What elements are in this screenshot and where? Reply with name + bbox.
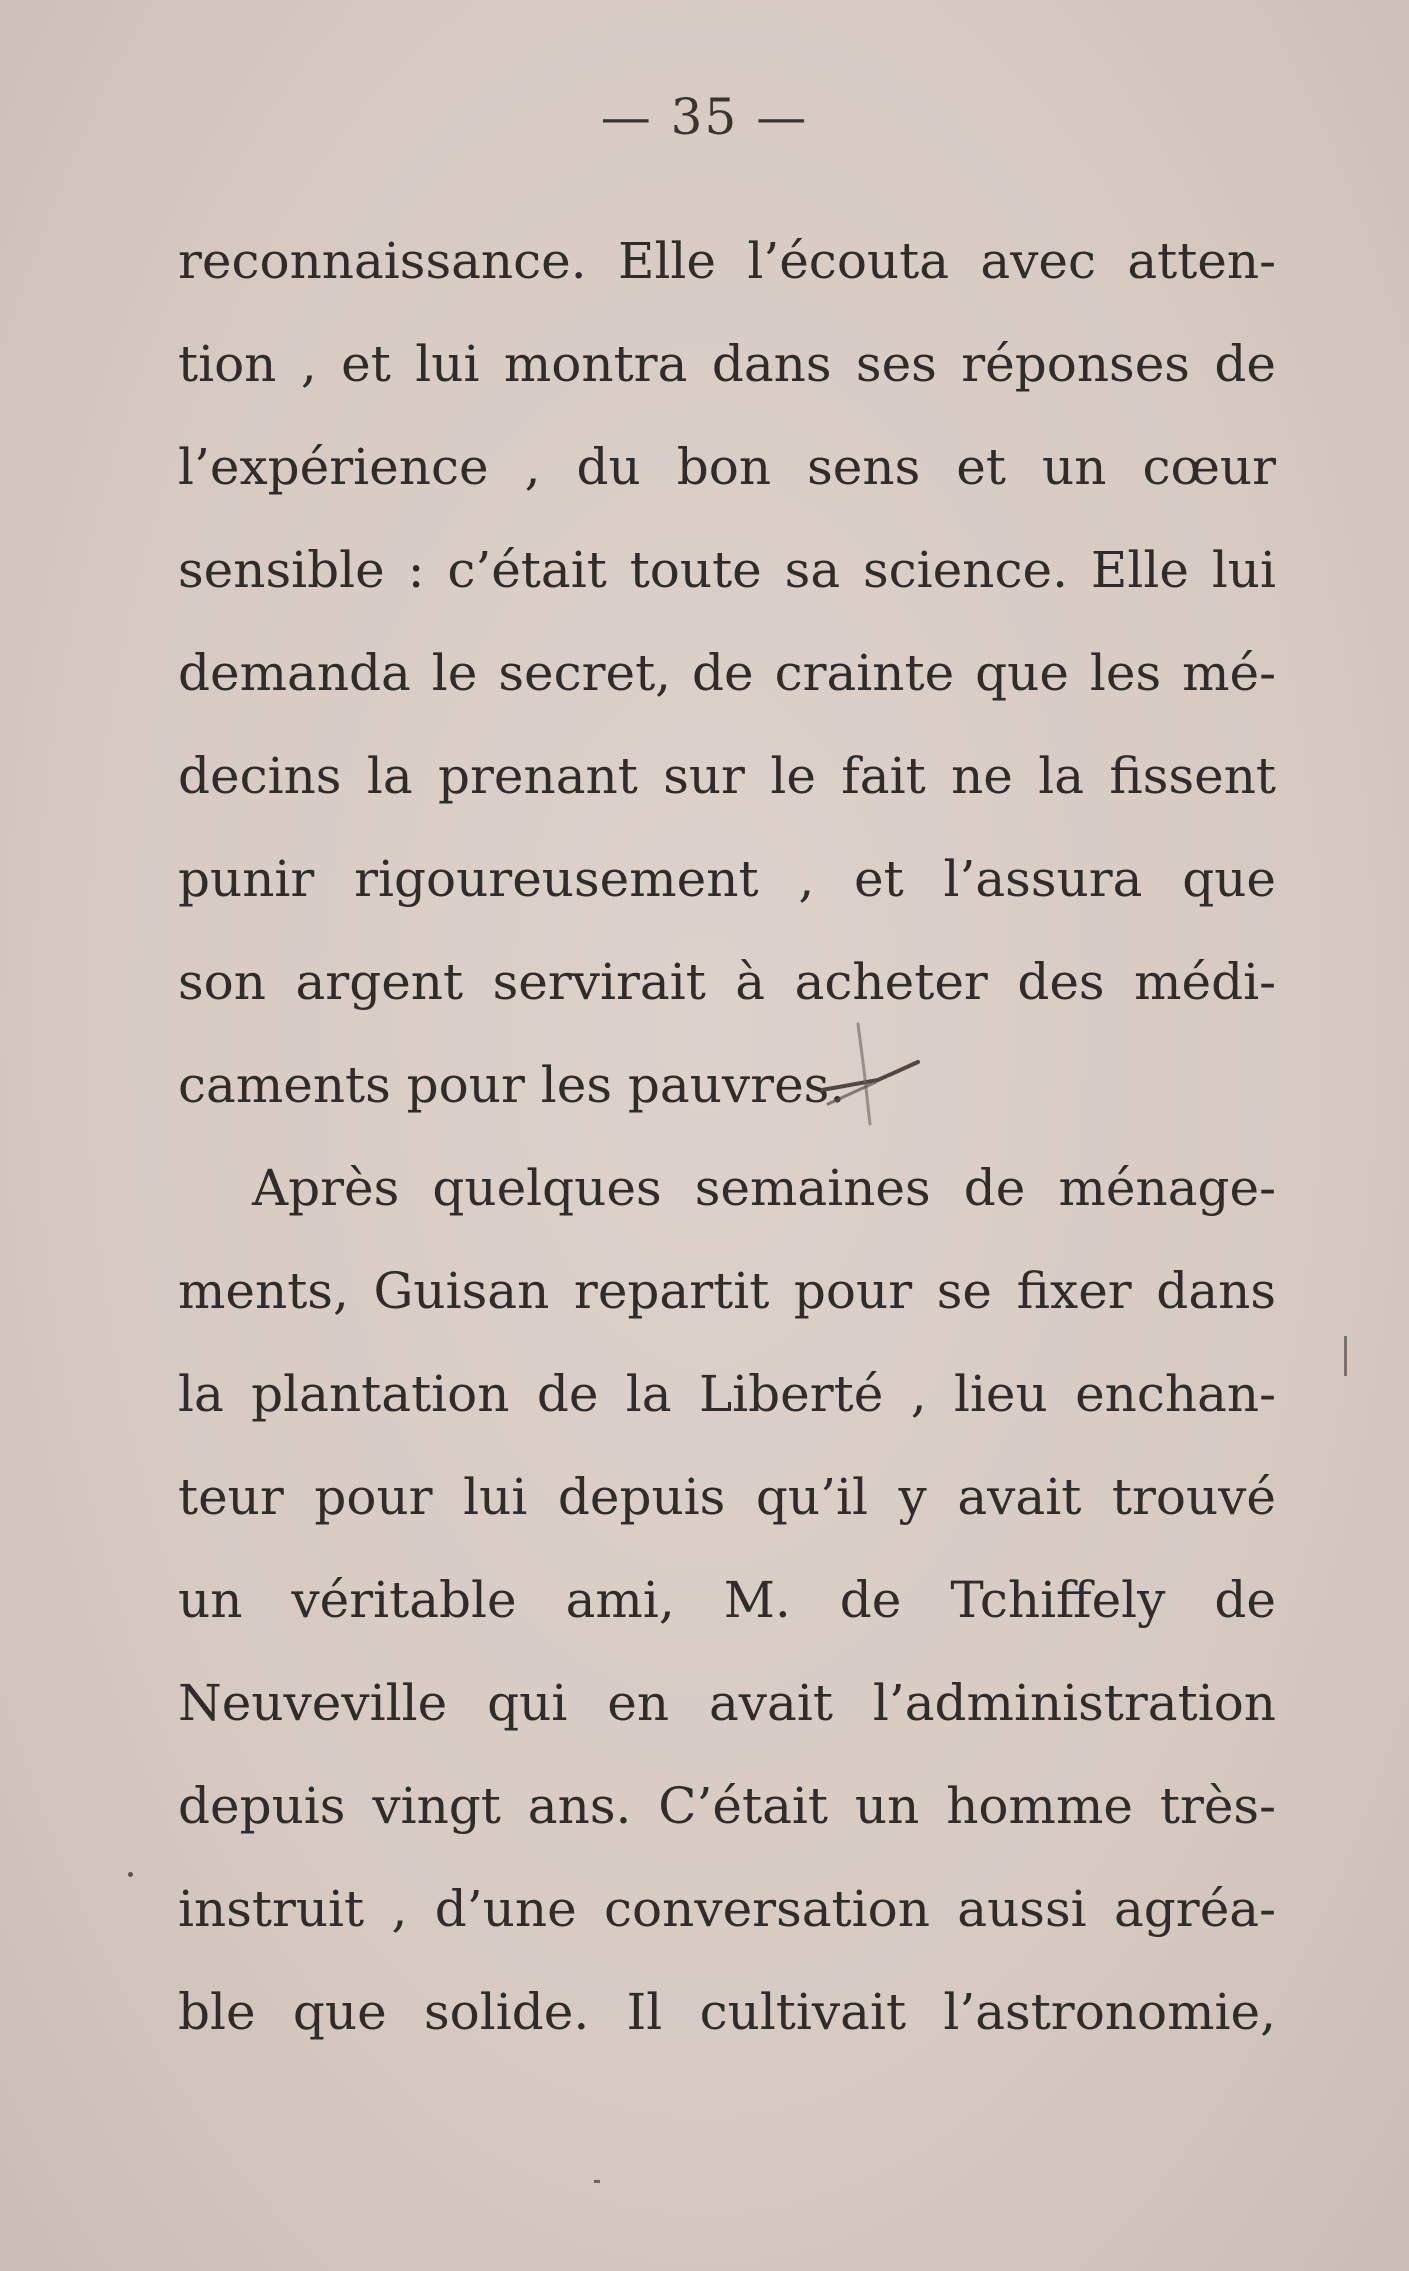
text-line: teur pour lui depuis qu’il y avait trouvé bbox=[178, 1468, 1276, 1526]
text-line: ble que solide. Il cultivait l’astronomie, bbox=[178, 1983, 1276, 2041]
paragraph-end-line: caments pour les pauvres. bbox=[178, 1056, 846, 1114]
text-line: l’expérience , du bon sens et un cœur bbox=[178, 438, 1276, 496]
text-line: instruit , d’une conversation aussi agréa- bbox=[178, 1880, 1276, 1938]
text-line: demanda le secret, de crainte que les mé- bbox=[178, 644, 1276, 702]
paper-speck bbox=[594, 2180, 600, 2183]
margin-tick-mark bbox=[1344, 1336, 1347, 1376]
paragraph-start-line: Après quelques semaines de ménage- bbox=[252, 1159, 1276, 1217]
body-text bbox=[178, 210, 1276, 2064]
margin-dot-mark bbox=[128, 1872, 133, 1877]
page-number: — 35 — bbox=[600, 88, 809, 146]
text-line: un véritable ami, M. de Tchiffely de bbox=[178, 1571, 1276, 1629]
text-line: sensible : c’était toute sa science. Elle lui bbox=[178, 541, 1276, 599]
text-line: son argent servirait à acheter des médi- bbox=[178, 953, 1276, 1011]
text-line: decins la prenant sur le fait ne la fissent bbox=[178, 747, 1276, 805]
text-line: Neuveville qui en avait l’administration bbox=[178, 1674, 1276, 1732]
text-line: punir rigoureusement , et l’assura que bbox=[178, 850, 1276, 908]
text-line: la plantation de la Liberté , lieu enchan- bbox=[178, 1365, 1276, 1423]
text-line: depuis vingt ans. C’était un homme très- bbox=[178, 1777, 1276, 1835]
text-line: tion , et lui montra dans ses réponses de bbox=[178, 335, 1276, 393]
text-line: reconnaissance. Elle l’écouta avec atten- bbox=[178, 232, 1276, 290]
pencil-mark-icon bbox=[818, 1020, 928, 1130]
text-line: ments, Guisan repartit pour se fixer dans bbox=[178, 1262, 1276, 1320]
